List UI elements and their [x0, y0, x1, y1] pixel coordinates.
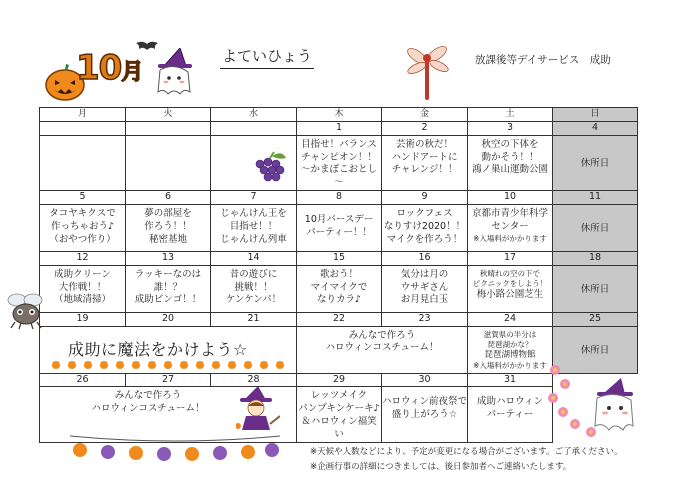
- event-line: 琵琶湖博物館: [484, 349, 536, 360]
- event-line: 琵琶湖かな？: [487, 339, 533, 349]
- event-line: 芸術の秋だ！: [395, 138, 453, 150]
- note-line: ※天候や人数などにより、予定が変更になる場合がございます。ご了承ください。: [310, 447, 623, 457]
- date-cell: 15: [297, 251, 382, 265]
- date-cell: 16: [382, 251, 468, 265]
- event-line: タコヤキクスで: [49, 207, 116, 219]
- event-line: なりすけ2020！！: [383, 220, 466, 232]
- event-cell: [553, 265, 638, 312]
- weekday-mon: 月: [40, 108, 126, 122]
- weekday-sun: 日: [553, 108, 638, 122]
- closed-day-label: 休所日: [580, 158, 610, 170]
- date-cell: 24: [468, 312, 553, 326]
- event-cell: [468, 265, 553, 312]
- event-line: ＆ハロウィン福笑い: [301, 415, 377, 440]
- event-cell: [211, 265, 297, 312]
- event-line: 盛り上がろう☆: [391, 409, 458, 421]
- weekday-sat: 土: [468, 108, 553, 122]
- event-line: センター: [491, 220, 529, 232]
- event-cell: [553, 204, 638, 251]
- event-line: ～かまぼこおとし～: [300, 164, 377, 189]
- date-cell: 23: [382, 312, 468, 326]
- event-cell-halloween: [297, 326, 468, 373]
- event-line: なりカラ♪: [316, 294, 362, 306]
- event-line: 鴻ノ巣山運動公園: [471, 164, 548, 176]
- event-line: パーティー: [486, 409, 534, 421]
- date-cell: 4: [553, 122, 638, 136]
- event-row: [40, 204, 638, 251]
- organization-name: 放課後等デイサービス 成助: [475, 54, 611, 66]
- weekday-wed: 水: [211, 108, 297, 122]
- event-row: [40, 135, 638, 190]
- date-cell: 30: [382, 373, 468, 387]
- date-row: [40, 122, 638, 136]
- date-cell: 14: [211, 251, 297, 265]
- date-cell: 21: [211, 312, 297, 326]
- date-cell: 22: [297, 312, 382, 326]
- event-line: 夢の部屋を: [144, 207, 192, 219]
- date-cell: 20: [126, 312, 211, 326]
- event-line: チャレンジ！！: [391, 164, 458, 176]
- footer-notes: [310, 445, 622, 475]
- date-cell: 26: [40, 373, 126, 387]
- fee-note: ※入場料がかかります: [473, 361, 547, 371]
- event-line: レッツメイク: [310, 390, 368, 402]
- date-cell: 19: [40, 312, 126, 326]
- fly-icon: [5, 290, 47, 330]
- event-line: マイクを作ろう！: [386, 233, 463, 245]
- event-line: パーティー！！: [306, 226, 372, 238]
- event-line: ケンケンパ！: [225, 294, 282, 306]
- event-cell: [297, 204, 382, 251]
- date-cell: 25: [553, 312, 638, 326]
- date-row: [40, 312, 638, 326]
- grapes-icon: [252, 150, 288, 184]
- event-line: ラッキーなのは: [134, 268, 202, 280]
- event-line: じゃんけん王を: [220, 207, 287, 219]
- date-cell: 7: [211, 191, 297, 205]
- event-cell: [468, 204, 553, 251]
- dragonfly-icon: [405, 44, 453, 102]
- date-cell: 5: [40, 191, 126, 205]
- weekday-tue: 火: [126, 108, 211, 122]
- event-line: マイマイクで: [310, 281, 368, 293]
- event-line: チャンピオン！！: [301, 151, 377, 163]
- event-line: お月見白玉: [400, 294, 449, 306]
- date-cell: 6: [126, 191, 211, 205]
- event-line: 滋賀県の半分は: [483, 329, 537, 339]
- event-cell: [40, 265, 126, 312]
- event-cell: [126, 135, 211, 190]
- event-cell: [211, 204, 297, 251]
- note-line: ※企画行事の詳細につきましては、後日参加者へご連絡いたします。: [310, 461, 572, 472]
- event-line: ハンドアートに: [391, 151, 458, 163]
- fee-note: ※入場料がかかります: [473, 233, 547, 243]
- closed-day-label: 休所日: [580, 222, 610, 234]
- event-line: 大作戦！！: [58, 281, 107, 293]
- event-line: 秋空の下体を: [481, 138, 539, 150]
- event-line: 秋晴れの空の下で: [480, 268, 540, 278]
- date-cell: 27: [126, 373, 211, 387]
- date-cell: 3: [468, 122, 553, 136]
- event-line: 歌おう！: [319, 268, 358, 280]
- date-cell: 1: [297, 122, 382, 136]
- date-cell: [126, 122, 211, 136]
- event-line: 気分は月の: [400, 268, 449, 280]
- event-line: ウサギさん: [400, 281, 449, 293]
- date-cell: 12: [40, 251, 126, 265]
- event-cell: [382, 265, 468, 312]
- event-cell: [40, 204, 126, 251]
- event-line: 作っちゃおう♪: [50, 220, 115, 232]
- event-line: ハロウィンコスチューム！: [91, 403, 205, 415]
- event-cell: [297, 387, 382, 442]
- event-line: 成助クリーン: [54, 268, 111, 280]
- date-cell: [211, 122, 297, 136]
- ghost-witch-icon: [150, 48, 200, 98]
- witch-girl-icon: [236, 386, 280, 432]
- event-line: みんなで作ろう: [348, 329, 416, 341]
- event-line: ハロウィン前夜祭で: [382, 396, 467, 408]
- date-cell: 11: [553, 191, 638, 205]
- date-cell: 17: [468, 251, 553, 265]
- event-line: （地域清掃）: [53, 294, 111, 306]
- date-cell: [40, 122, 126, 136]
- event-line: 梅小路公園芝生: [476, 288, 544, 300]
- event-cell-magic: [40, 326, 297, 373]
- event-line: じゃんけん列車: [220, 233, 287, 245]
- date-row: [40, 191, 638, 205]
- event-cell: [382, 135, 468, 190]
- event-line: 誰！？: [153, 281, 183, 293]
- date-cell: 2: [382, 122, 468, 136]
- weekday-header-row: [40, 108, 638, 122]
- pumpkin-row-icon: [50, 360, 290, 370]
- event-line: 動かそう！！: [481, 151, 539, 163]
- event-line: 挑戦！！: [234, 281, 273, 293]
- event-cell: [126, 265, 211, 312]
- event-line: 昔の遊びに: [229, 268, 278, 280]
- event-cell: [126, 204, 211, 251]
- date-cell: 9: [382, 191, 468, 205]
- event-line: 成助ビンゴ！！: [134, 294, 202, 306]
- event-cell: [468, 326, 553, 373]
- event-row: [40, 265, 638, 312]
- magic-banner-text: 成助に魔法をかけよう☆: [68, 339, 248, 359]
- event-line: パンプキンケーキ♪: [298, 403, 380, 415]
- event-line: 目指せ！！: [229, 220, 278, 232]
- event-line: （おやつ作り）: [49, 233, 116, 245]
- event-line: みんなで作ろう: [114, 390, 182, 402]
- event-line: ロックフェス: [396, 207, 453, 219]
- weekday-thu: 木: [297, 108, 382, 122]
- closed-day-label: 休所日: [580, 283, 610, 295]
- date-cell: 29: [297, 373, 382, 387]
- date-cell: 13: [126, 251, 211, 265]
- event-cell: [297, 135, 382, 190]
- event-cell: [297, 265, 382, 312]
- date-cell: 31: [468, 373, 553, 387]
- date-cell: 18: [553, 251, 638, 265]
- event-line: ハロウィンコスチューム！: [325, 342, 439, 354]
- event-cell: [382, 387, 468, 442]
- month-title: 10月: [76, 48, 143, 88]
- document-title: よていひょう: [220, 45, 314, 69]
- event-line: 京都市青少年科学: [471, 207, 548, 219]
- event-line: 作ろう！！: [144, 220, 192, 232]
- event-line: 成助ハロウィン: [477, 396, 543, 408]
- event-cell: [468, 387, 553, 442]
- weekday-fri: 金: [382, 108, 468, 122]
- event-line: 10月バースデー: [304, 213, 374, 225]
- event-line: 秘密基地: [148, 233, 187, 245]
- event-cell: [468, 135, 553, 190]
- closed-day-label: 休所日: [580, 344, 610, 356]
- event-cell: [382, 204, 468, 251]
- date-cell: 28: [211, 373, 297, 387]
- event-line: 目指せ！バランス: [301, 138, 377, 150]
- ghost-witch-icon: [585, 378, 641, 434]
- date-cell: 10: [468, 191, 553, 205]
- event-line: ピクニックをしよう！: [472, 278, 548, 288]
- pumpkin-garland-icon: [70, 432, 280, 462]
- event-cell: [40, 135, 126, 190]
- date-row: [40, 251, 638, 265]
- date-cell: 8: [297, 191, 382, 205]
- event-cell: [553, 135, 638, 190]
